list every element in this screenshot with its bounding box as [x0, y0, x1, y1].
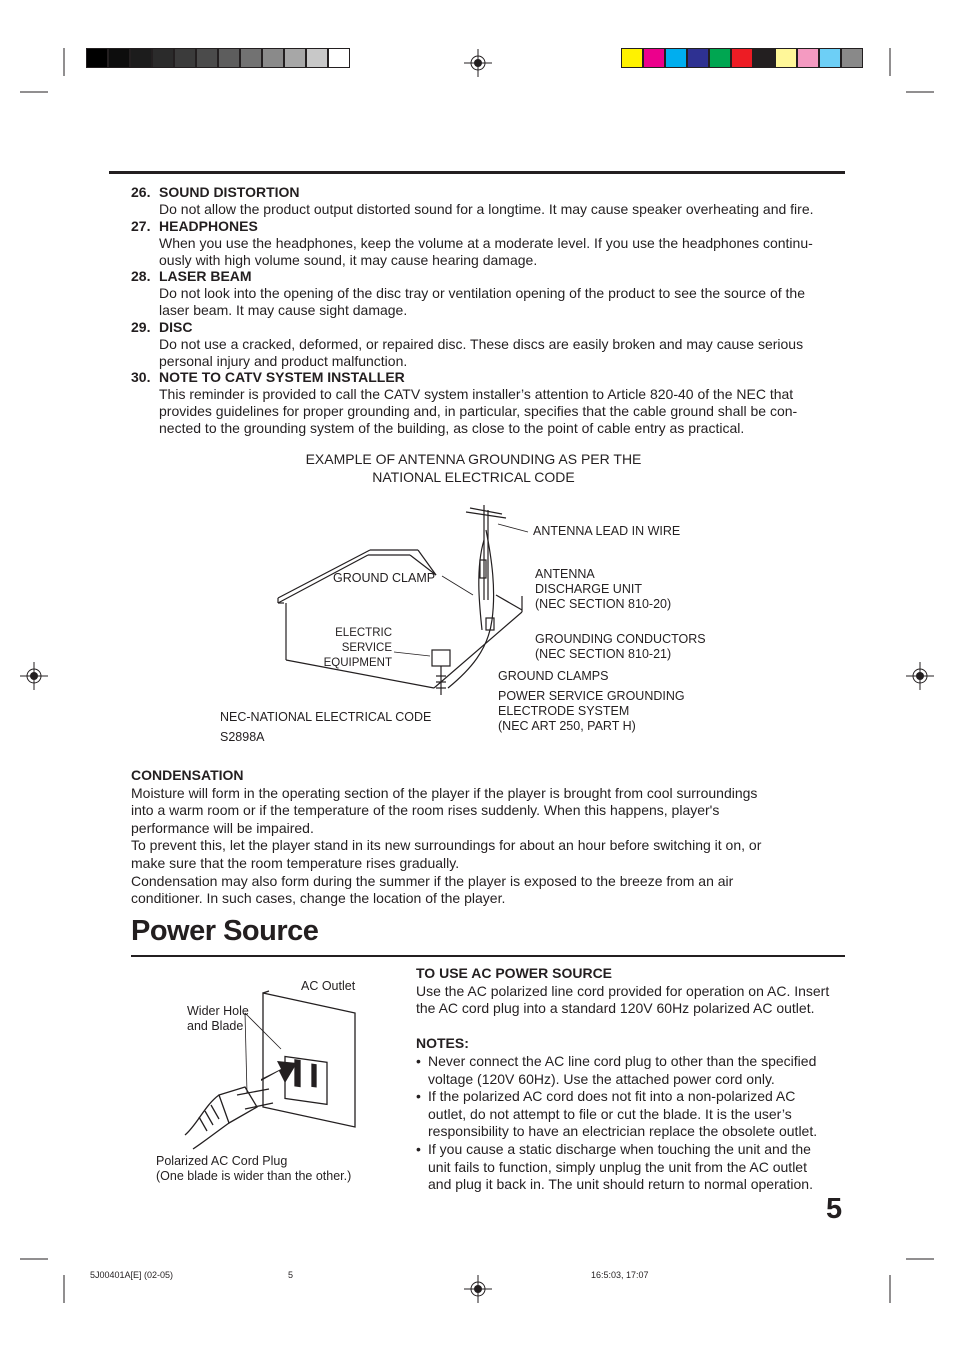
condensation-line: conditioner. In such cases, change the location of the player.: [131, 890, 506, 907]
power-source-instructions: [416, 965, 848, 1194]
safety-item-text: nected to the grounding system of the building, as close to the point of cable entry as practical.: [159, 420, 745, 436]
label-power-service: [498, 689, 685, 734]
safety-item-title: NOTE TO CATV SYSTEM INSTALLER: [159, 369, 405, 385]
diagram-title-line: NATIONAL ELECTRICAL CODE: [372, 468, 575, 485]
use-body: [416, 983, 848, 1018]
condensation-line: into a warm room or if the temperature of the room rises suddenly. When this happens, player's: [131, 802, 720, 819]
safety-item: [131, 184, 841, 218]
label-line: ELECTRODE SYSTEM: [498, 704, 630, 718]
label-line: POWER SERVICE GROUNDING: [498, 689, 685, 703]
color-swatch: [841, 48, 863, 68]
safety-item-text: ously with high volume sound, it may cause hearing damage.: [159, 252, 538, 268]
condensation-line: Condensation may also form during the summer if the player is exposed to the breeze from an air: [131, 872, 734, 889]
label-wider-hole: [187, 1004, 249, 1034]
page-number: 5: [826, 1193, 843, 1225]
top-rule: [109, 171, 845, 174]
safety-item-text: Do not allow the product output distorted sound for a longtime. It may cause speaker overheating and fire.: [159, 201, 814, 217]
diagram-title: [250, 451, 697, 486]
color-swatch: [775, 48, 797, 68]
safety-item: [131, 218, 841, 269]
color-swatch: [262, 48, 284, 68]
safety-item-number: 28.: [131, 268, 151, 284]
label-line: ELECTRIC SERVICE: [335, 627, 392, 654]
safety-item: [131, 369, 841, 437]
note-item: [416, 1141, 848, 1194]
label-line: ANTENNA: [535, 567, 595, 581]
color-swatch: [819, 48, 841, 68]
color-swatch: [218, 48, 240, 68]
label-line: Wider Hole: [187, 1004, 249, 1018]
label-ground-clamp: GROUND CLAMP: [333, 571, 436, 585]
condensation-section: [131, 767, 831, 908]
color-swatch: [86, 48, 108, 68]
safety-item-title: SOUND DISTORTION: [159, 184, 300, 200]
footer-file: 5J00401A[E] (02-05): [90, 1270, 174, 1280]
safety-item-heading: [131, 369, 841, 386]
label-line: (NEC SECTION 810-20): [535, 597, 672, 611]
safety-item-title: DISC: [159, 319, 193, 335]
cmyk-color-bar: [621, 0, 867, 1]
label-discharge-unit: [535, 567, 671, 612]
safety-item-number: 30.: [131, 369, 151, 385]
color-swatch: [152, 48, 174, 68]
color-swatch: [731, 48, 753, 68]
safety-item-number: 27.: [131, 218, 151, 234]
note-item: [416, 1053, 848, 1088]
registration-mark-right: [906, 662, 934, 690]
condensation-body: [131, 785, 831, 908]
safety-item-title: HEADPHONES: [159, 218, 258, 234]
color-swatch: [284, 48, 306, 68]
use-line: Use the AC polarized line cord provided for operation on AC. Insert: [416, 982, 830, 999]
color-swatch: [306, 48, 328, 68]
label-line: (NEC ART 250, PART H): [498, 719, 636, 733]
note-item: [416, 1088, 848, 1141]
color-swatch: [108, 48, 130, 68]
condensation-line: To prevent this, let the player stand in its new surroundings for about an hour before switching it on, or: [131, 837, 762, 854]
label-polarized-plug: [156, 1154, 351, 1184]
label-service-equipment: [288, 626, 392, 671]
footer-page: 5: [288, 1270, 294, 1280]
condensation-line: make sure that the room temperature rises gradually.: [131, 854, 460, 871]
safety-item-text: This reminder is provided to call the CATV system installer’s attention to Article 820-40 of the NEC that: [159, 386, 794, 402]
safety-item-heading: [131, 319, 841, 336]
color-swatch: [130, 48, 152, 68]
color-swatch: [621, 48, 643, 68]
power-source-title: Power Source: [131, 915, 319, 947]
label-nec: NEC-NATIONAL ELECTRICAL CODE: [220, 710, 432, 724]
label-line: and Blade: [187, 1019, 244, 1033]
safety-item-text: personal injury and product malfunction.: [159, 353, 408, 369]
safety-item-title: LASER BEAM: [159, 268, 252, 284]
note-line: unit fails to function, simply unplug the unit from the AC outlet: [428, 1158, 807, 1175]
note-line: • Never connect the AC line cord plug to other than the specified: [428, 1052, 817, 1069]
safety-item-text: Do not use a cracked, deformed, or repaired disc. These discs are easily broken and may cause serious: [159, 336, 804, 352]
safety-item-number: 29.: [131, 319, 151, 335]
color-swatch: [196, 48, 218, 68]
safety-item: [131, 319, 841, 370]
color-swatch: [643, 48, 665, 68]
use-line: the AC cord plug into a standard 120V 60Hz polarized AC outlet.: [416, 1000, 815, 1017]
condensation-line: Moisture will form in the operating section of the player if the player is brought from cool surroundings: [131, 784, 758, 801]
color-swatch: [709, 48, 731, 68]
safety-item-text: When you use the headphones, keep the volume at a moderate level. If you use the headphones continu-: [159, 235, 813, 251]
note-line: voltage (120V 60Hz). Use the attached power cord only.: [428, 1070, 775, 1087]
condensation-heading: CONDENSATION: [131, 767, 244, 783]
color-swatch: [665, 48, 687, 68]
notes-list: [416, 1053, 848, 1194]
label-line: GROUNDING CONDUCTORS: [535, 632, 706, 646]
note-line: • If you cause a static discharge when touching the unit and the: [428, 1140, 811, 1157]
color-swatch: [328, 48, 350, 68]
label-line: (NEC SECTION 810-21): [535, 647, 672, 661]
footer-time: 16:5:03, 17:07: [591, 1270, 649, 1280]
safety-item-heading: [131, 218, 841, 235]
note-line: outlet, do not attempt to file or cut the blade. It is the user’s: [428, 1105, 792, 1122]
label-line: Polarized AC Cord Plug: [156, 1154, 288, 1168]
label-line: EQUIPMENT: [323, 657, 392, 669]
label-ground-clamps: GROUND CLAMPS: [498, 669, 609, 683]
label-ac-outlet: AC Outlet: [301, 979, 356, 993]
registration-mark-bottom: [464, 1275, 492, 1303]
label-grounding-conductors: [535, 632, 706, 662]
safety-item-heading: [131, 268, 841, 285]
color-swatch: [687, 48, 709, 68]
gray-color-bar: [86, 0, 351, 1]
safety-item: [131, 268, 841, 319]
label-line: DISCHARGE UNIT: [535, 582, 642, 596]
safety-item-text: laser beam. It may cause sight damage.: [159, 302, 408, 318]
color-swatch: [240, 48, 262, 68]
color-swatch: [753, 48, 775, 68]
use-heading: TO USE AC POWER SOURCE: [416, 965, 613, 981]
registration-mark-top: [464, 49, 492, 77]
safety-item-number: 26.: [131, 184, 151, 200]
registration-mark-left: [20, 662, 48, 690]
note-line: responsibility to have an electrician replace the obsolete outlet.: [428, 1123, 818, 1140]
safety-item-heading: [131, 184, 841, 201]
notes-heading: NOTES:: [416, 1035, 469, 1052]
power-source-rule: [131, 955, 845, 957]
label-code: S2898A: [220, 730, 265, 744]
color-swatch: [797, 48, 819, 68]
note-line: • If the polarized AC cord does not fit into a non-polarized AC: [428, 1088, 796, 1105]
condensation-line: performance will be impaired.: [131, 819, 314, 836]
safety-item-text: Do not look into the opening of the disc tray or ventilation opening of the product to see the source of the: [159, 285, 805, 301]
diagram-title-line: EXAMPLE OF ANTENNA GROUNDING AS PER THE: [305, 451, 642, 467]
safety-item-text: provides guidelines for proper grounding and, in particular, specifies that the cable ground shall be con-: [159, 403, 798, 419]
label-line: (One blade is wider than the other.): [156, 1169, 352, 1183]
note-line: and plug it back in. The unit should return to normal operation.: [428, 1176, 813, 1193]
color-swatch: [174, 48, 196, 68]
label-antenna-lead: ANTENNA LEAD IN WIRE: [533, 524, 681, 538]
